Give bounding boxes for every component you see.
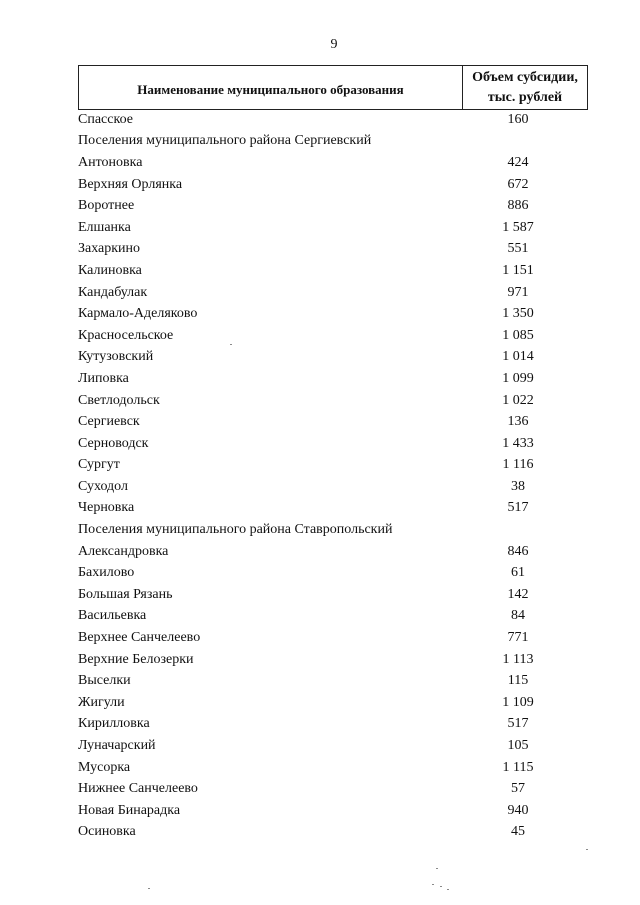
subsidy-value: 1 085 (502, 327, 534, 343)
municipality-name: Верхняя Орлянка (78, 176, 183, 192)
municipality-name: Нижнее Санчелеево (78, 781, 198, 797)
table-row (78, 303, 588, 325)
table-row (78, 498, 588, 520)
municipality-name: Захаркино (78, 241, 141, 257)
table-row (78, 562, 588, 584)
table-row (78, 606, 588, 628)
municipality-name: Кутузовский (78, 349, 154, 365)
table-row (78, 757, 588, 779)
subsidy-value: 160 (507, 111, 529, 127)
table-row (78, 455, 588, 477)
subsidy-value: 1 014 (502, 349, 534, 365)
municipality-name: Кирилловка (78, 716, 150, 732)
municipality-name: Кармало-Аделяково (78, 306, 198, 322)
table-row (78, 131, 588, 153)
subsidy-value: 517 (507, 716, 529, 732)
municipality-name: Воротнее (78, 198, 135, 214)
table-row (78, 627, 588, 649)
subsidy-value: 105 (507, 738, 529, 754)
table-row (78, 109, 588, 131)
subsidy-value: 1 099 (502, 370, 534, 386)
scan-speck (447, 889, 449, 890)
municipality-name: Мусорка (78, 759, 131, 775)
subsidy-value: 517 (507, 500, 529, 516)
table-row (78, 325, 588, 347)
subsidy-value: 1 350 (502, 306, 534, 322)
scan-speck (440, 886, 442, 887)
municipality-name: Осиновка (78, 824, 136, 840)
table-body (78, 109, 588, 843)
municipality-name: Большая Рязань (78, 586, 173, 602)
table-row (78, 152, 588, 174)
municipality-name: Липовка (78, 370, 129, 386)
municipality-name: Поселения муниципального района Ставропольский (78, 522, 393, 538)
subsidy-value: 57 (511, 781, 525, 797)
municipality-name: Антоновка (78, 154, 143, 170)
municipality-name: Черновка (78, 500, 135, 516)
municipality-name: Луначарский (78, 738, 156, 754)
scan-speck (436, 868, 438, 869)
scan-speck (148, 888, 150, 889)
municipality-name: Суходол (78, 478, 128, 494)
municipality-name: Серноводск (78, 435, 149, 451)
table-row (78, 174, 588, 196)
municipality-name: Александровка (78, 543, 169, 559)
municipality-name: Елшанка (78, 219, 131, 235)
municipality-name: Спасское (78, 111, 133, 127)
table-row (78, 476, 588, 498)
municipality-name: Поселения муниципального района Сергиевский (78, 133, 372, 149)
table-row (78, 649, 588, 671)
table-row (78, 260, 588, 282)
table-row (78, 800, 588, 822)
scan-speck (586, 849, 588, 850)
table-row (78, 714, 588, 736)
municipality-name: Красносельское (78, 327, 174, 343)
municipality-name: Сергиевск (78, 414, 140, 430)
subsidy-value: 424 (507, 154, 529, 170)
header-subsidy-volume (463, 66, 587, 109)
subsidy-value: 771 (507, 630, 529, 646)
table-row (78, 584, 588, 606)
table-row (78, 692, 588, 714)
municipality-name: Новая Бинарадка (78, 802, 181, 818)
subsidy-value: 61 (511, 565, 525, 581)
subsidy-value: 38 (511, 478, 525, 494)
table-row (78, 347, 588, 369)
subsidy-value: 886 (507, 198, 529, 214)
subsidy-value: 1 116 (502, 457, 534, 473)
table-row (78, 282, 588, 304)
subsidy-value: 672 (507, 176, 529, 192)
subsidy-value: 115 (507, 673, 529, 689)
table-row (78, 735, 588, 757)
table-row (78, 778, 588, 800)
municipality-name: Выселки (78, 673, 131, 689)
subsidy-value: 1 115 (502, 759, 534, 775)
table-row (78, 390, 588, 412)
municipality-name: Верхние Белозерки (78, 651, 194, 667)
page-number: 9 (330, 37, 338, 52)
municipality-name: Сургут (78, 457, 120, 473)
table-row (78, 519, 588, 541)
header-municipality-name: Наименование муниципального образования (79, 66, 463, 109)
subsidy-value: 1 109 (502, 694, 534, 710)
municipality-name: Верхнее Санчелеево (78, 630, 201, 646)
municipality-name: Калиновка (78, 262, 142, 278)
scan-speck (432, 884, 434, 885)
table-row (78, 368, 588, 390)
municipality-name: Жигули (78, 694, 125, 710)
municipality-name: Бахилово (78, 565, 135, 581)
table-row (78, 195, 588, 217)
subsidy-value: 1 151 (502, 262, 534, 278)
subsidy-value: 846 (507, 543, 529, 559)
table-row (78, 239, 588, 261)
table-header (78, 65, 588, 110)
subsidy-value: 1 587 (502, 219, 534, 235)
subsidy-value: 142 (507, 586, 529, 602)
subsidy-value: 1 433 (502, 435, 534, 451)
header-subsidy-line1: Объем субсидии, (472, 69, 578, 85)
table-row (78, 411, 588, 433)
municipality-name: Кандабулак (78, 284, 148, 300)
table-row (78, 541, 588, 563)
subsidy-value: 971 (507, 284, 529, 300)
table-row (78, 433, 588, 455)
municipality-name: Васильевка (78, 608, 147, 624)
subsidy-value: 940 (507, 802, 529, 818)
subsidy-value: 1 022 (502, 392, 534, 408)
municipality-name: Светлодольск (78, 392, 160, 408)
table-row (78, 217, 588, 239)
subsidy-value: 136 (507, 414, 529, 430)
subsidy-value: 551 (507, 241, 529, 257)
subsidy-value: 84 (511, 608, 525, 624)
scan-speck (230, 344, 232, 345)
table-row (78, 670, 588, 692)
subsidy-value: 45 (511, 824, 525, 840)
subsidy-value: 1 113 (502, 651, 534, 667)
table-row (78, 822, 588, 844)
header-subsidy-line2: тыс. рублей (487, 89, 563, 105)
